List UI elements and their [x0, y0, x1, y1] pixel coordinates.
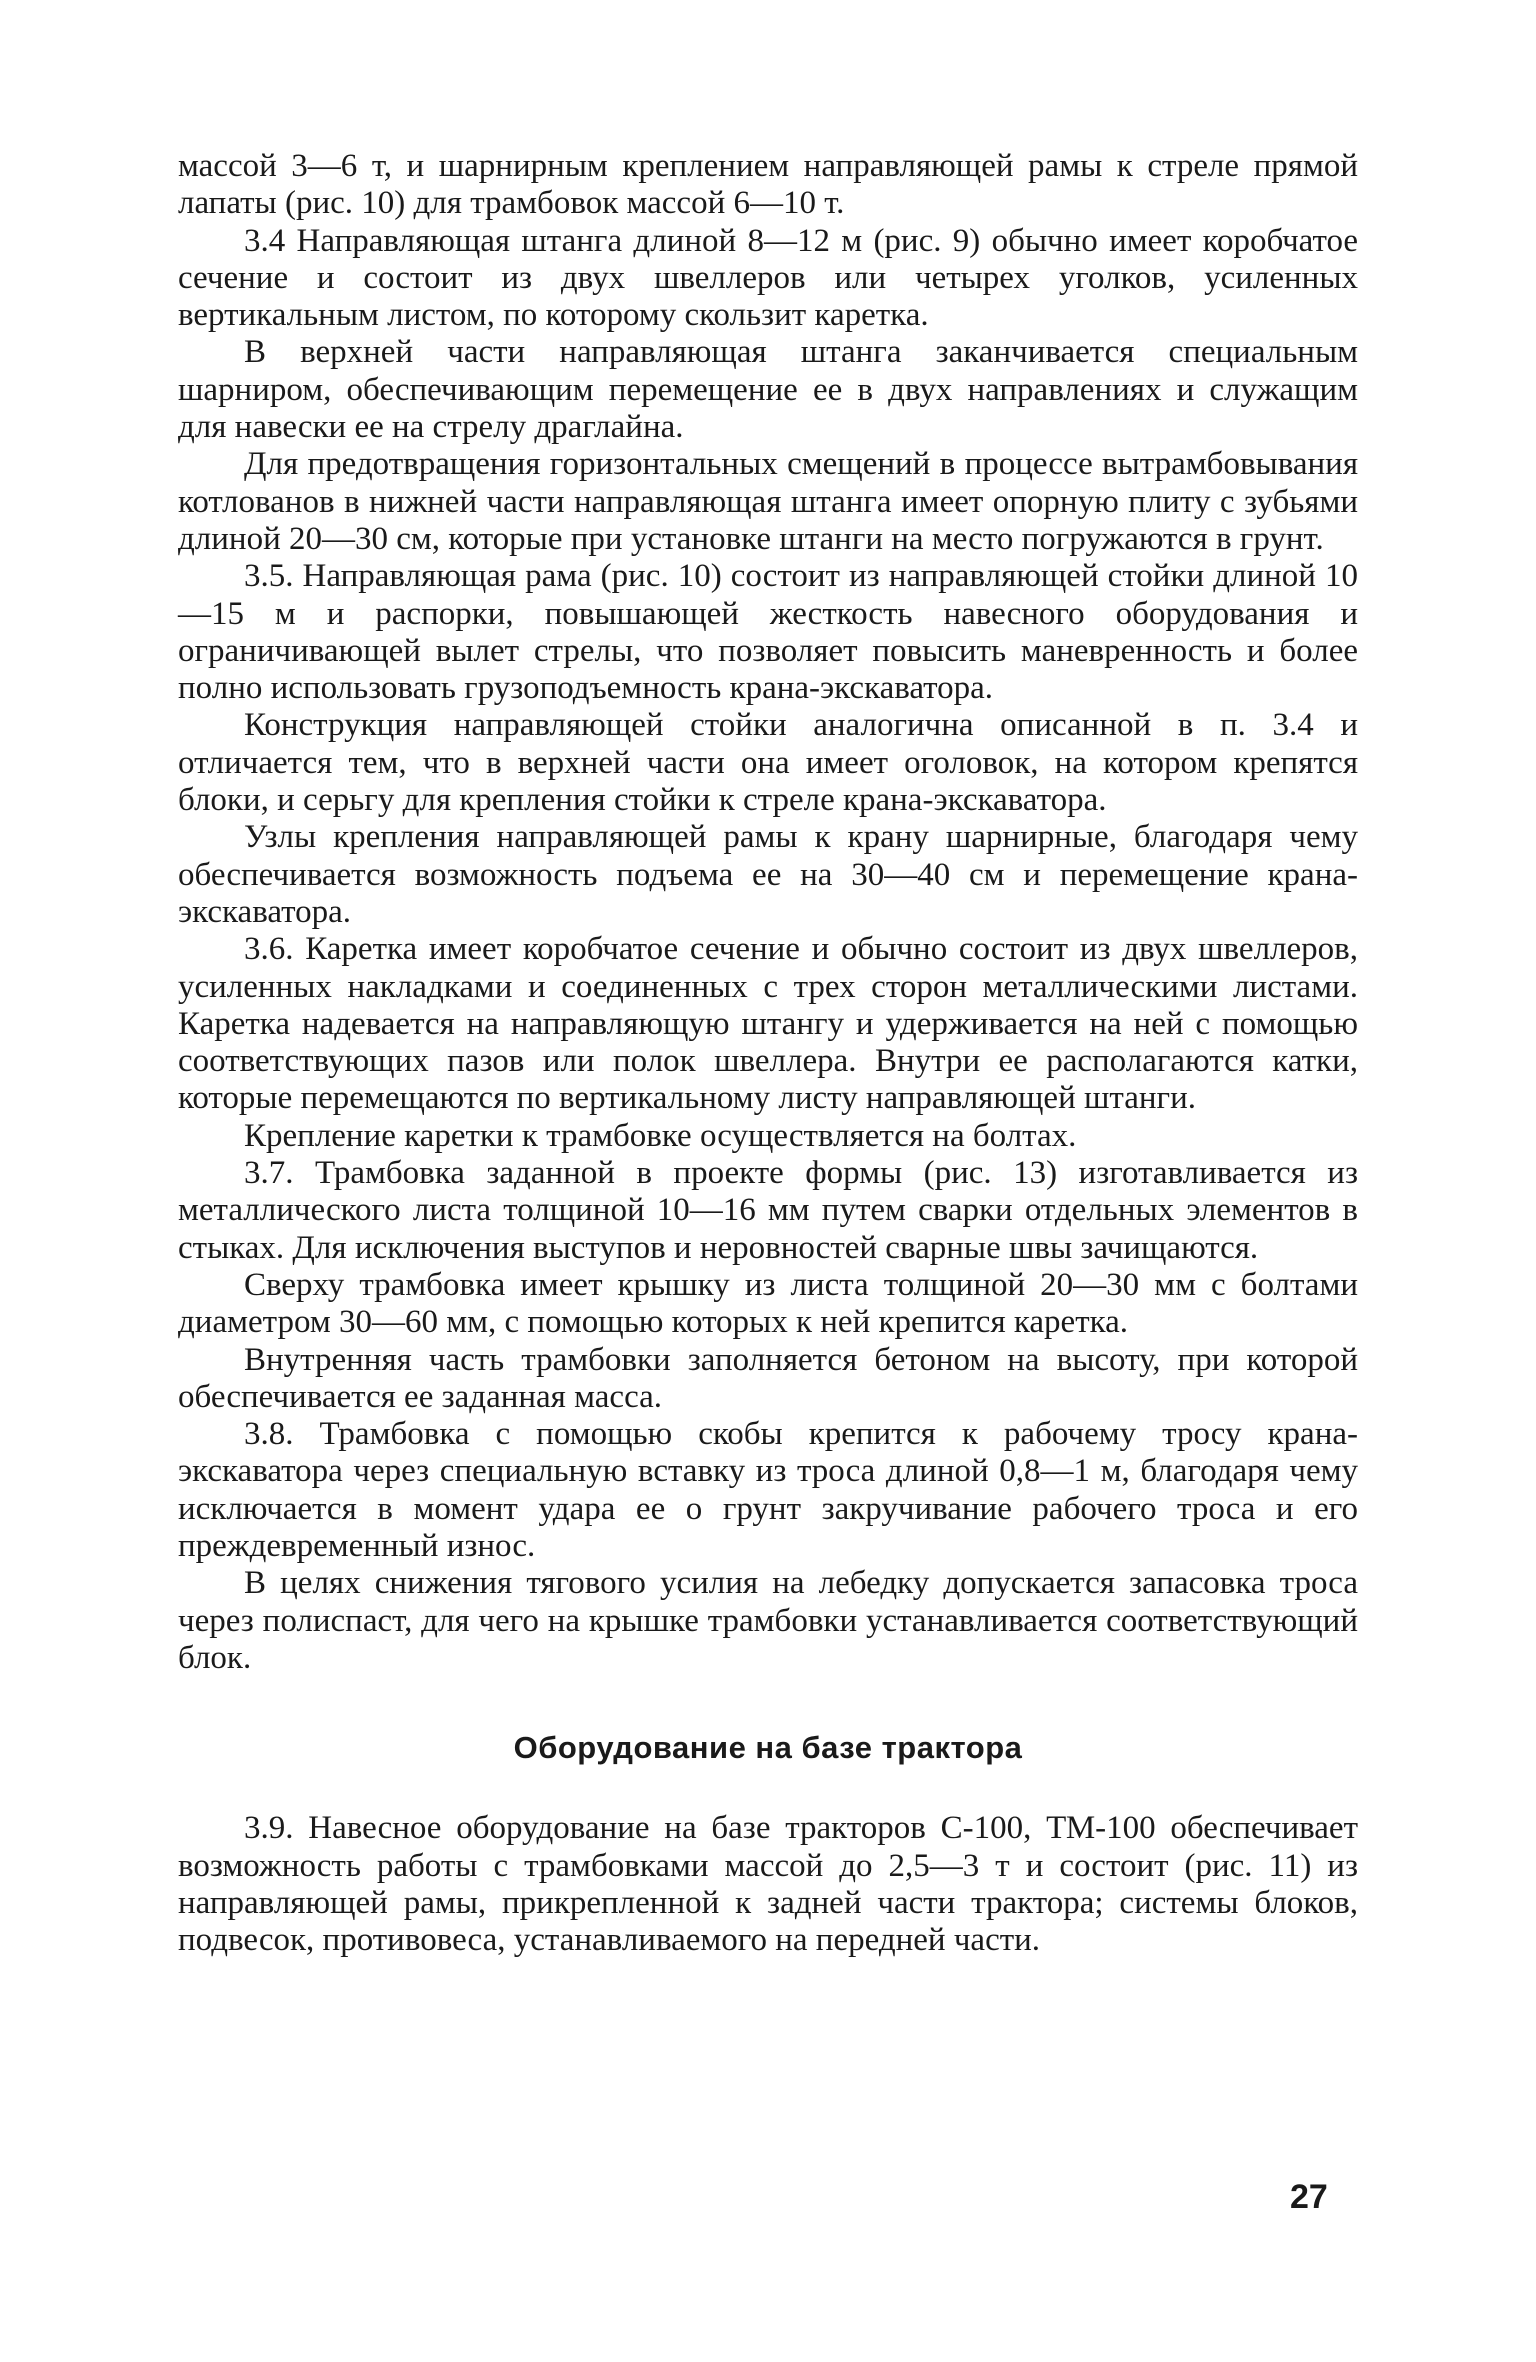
- paragraph: В верхней части направляющая штанга заканчивается специальным шарниром, обеспечивающим перемещение ее в двух направлениях и служащим для навески ее на стрелу драглайна.: [178, 334, 1358, 446]
- paragraph: Сверху трамбовка имеет крышку из листа толщиной 20—30 мм с болтами диаметром 30—60 мм, с помощью которых к ней крепится каретка.: [178, 1266, 1358, 1341]
- paragraph-3-9: 3.9. Навесное оборудование на базе тракторов С-100, ТМ-100 обеспечивает возможность работы с трамбовками массой до 2,5—3 т и состоит (рис. 11) из направляющей рамы, прикрепленной к задней части трактора; системы блоков, подвесок, противовеса, устанавливаемого на передней части.: [178, 1810, 1358, 1959]
- paragraph: Узлы крепления направляющей рамы к крану шарнирные, благодаря чему обеспечивается возможность подъема ее на 30—40 см и перемещение крана-экскаватора.: [178, 819, 1358, 930]
- page-body: [178, 148, 1358, 1960]
- paragraph: Крепление каретки к трамбовке осуществляется на болтах.: [244, 1117, 1077, 1154]
- paragraph-3-4: 3.4 Направляющая штанга длиной 8—12 м (рис. 9) обычно имеет коробчатое сечение и состоит из двух швеллеров или четырех уголков, усиленных вертикальным листом, по которому скользит каретка.: [178, 222, 1358, 334]
- paragraph-3-8: 3.8. Трамбовка с помощью скобы крепится к рабочему тросу крана-экскаватора через специальную вставку из троса длиной 0,8—1 м, благодаря чему исключается в момент удара ее о грунт закручивание рабочего троса и его преждевременный износ.: [178, 1416, 1358, 1564]
- paragraph: Внутренняя часть трамбовки заполняется бетоном на высоту, при которой обеспечивается ее заданная масса.: [178, 1341, 1358, 1415]
- paragraph-3-6: 3.6. Каретка имеет коробчатое сечение и обычно состоит из двух швеллеров, усиленных накладками и соединенных с трех сторон металлическими листами. Каретка надевается на направляющую штангу и удерживается на ней с помощью соответствующих пазов или полок швеллера. Внутри ее располагаются катки, которые перемещаются по вертикальному листу направляющей штанги.: [178, 931, 1358, 1117]
- paragraph-continuation: массой 3—6 т, и шарнирным креплением направляющей рамы к стреле прямой лапаты (рис. 10) для трамбовок массой 6—10 т.: [178, 148, 1358, 222]
- section-heading: Оборудование на базе трактора: [513, 1730, 1023, 1766]
- paragraph: Для предотвращения горизонтальных смещений в процессе вытрамбовывания котлованов в нижней части направляющая штанга имеет опорную плиту с зубьями длиной 20—30 см, которые при установке штанги на место погружаются в грунт.: [178, 446, 1358, 557]
- paragraph: Конструкция направляющей стойки аналогична описанной в п. 3.4 и отличается тем, что в верхней части она имеет оголовок, на котором крепятся блоки, и серьгу для крепления стойки к стреле крана-экскаватора.: [178, 707, 1358, 819]
- paragraph-3-5: 3.5. Направляющая рама (рис. 10) состоит из направляющей стойки длиной 10—15 м и распорки, повышающей жесткость навесного оборудования и ограничивающей вылет стрелы, что позволяет повысить маневренность и более полно использовать грузоподъемность крана-экскаватора.: [178, 558, 1358, 707]
- page-number: 27: [1290, 2178, 1328, 2216]
- paragraph: В целях снижения тягового усилия на лебедку допускается запасовка троса через полиспаст, для чего на крышке трамбовки устанавливается соответствующий блок.: [178, 1565, 1358, 1676]
- paragraph-3-7: 3.7. Трамбовка заданной в проекте формы (рис. 13) изготавливается из металлического листа толщиной 10—16 мм путем сварки отдельных элементов в стыках. Для исключения выступов и неровностей сварные швы зачищаются.: [178, 1155, 1358, 1266]
